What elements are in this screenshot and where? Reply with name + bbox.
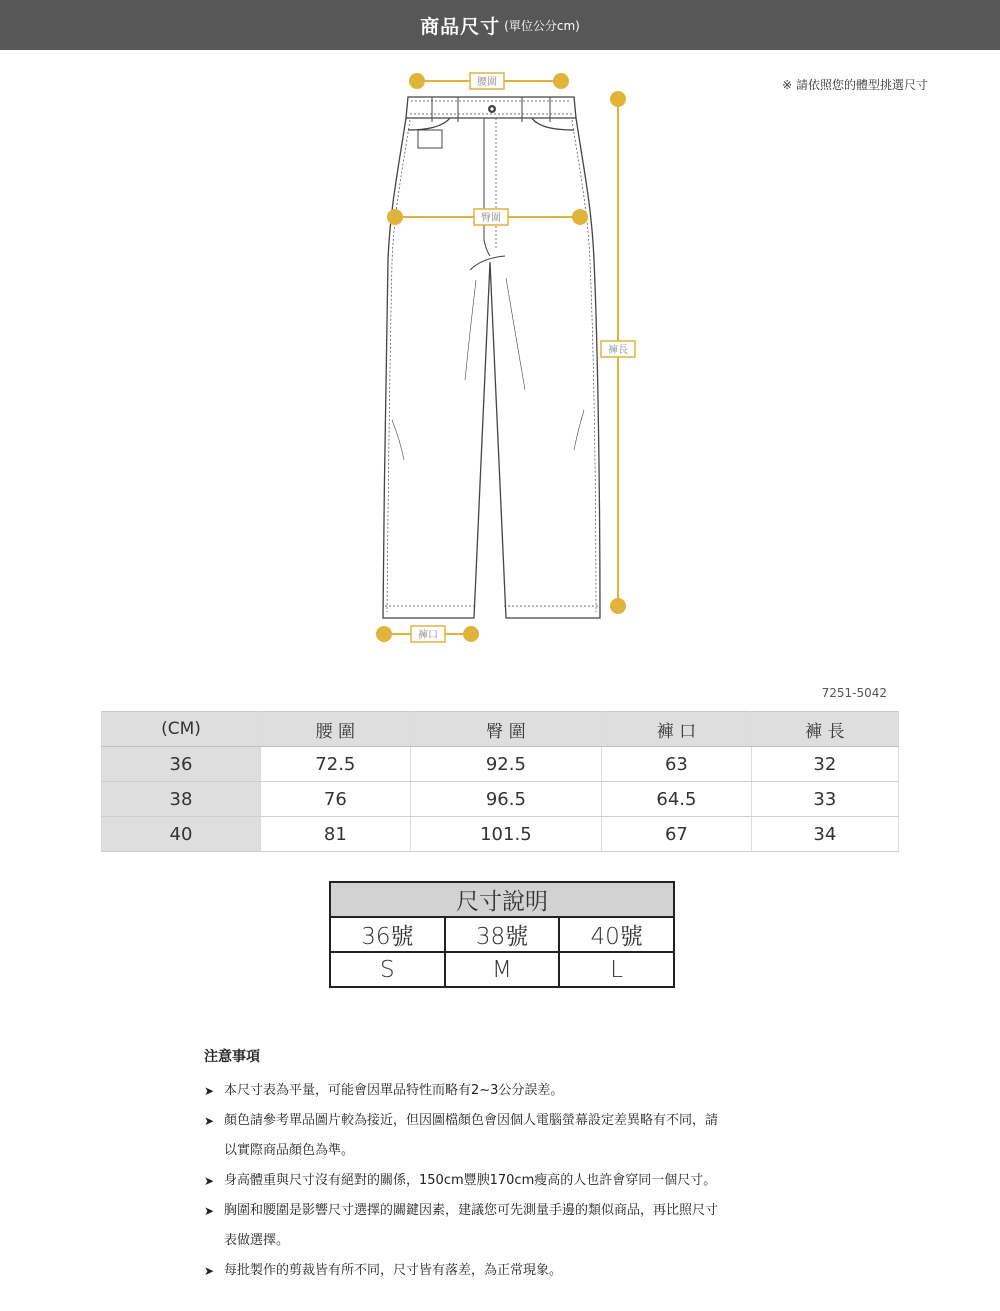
table-header-cell: (CM) <box>102 712 261 747</box>
table-cell: 36 <box>102 747 261 782</box>
hip-label: 臀圍 <box>481 213 501 224</box>
size-guide-cell: 36號 <box>330 917 445 952</box>
unit-label: (單位公分cm) <box>504 18 580 33</box>
table-row <box>102 747 899 782</box>
note-item <box>204 1256 824 1286</box>
note-item <box>204 1196 824 1256</box>
size-guide-cell: 38號 <box>445 917 560 952</box>
table-row <box>102 817 899 852</box>
table-cell: 101.5 <box>410 817 601 852</box>
pants-diagram <box>0 50 1000 670</box>
note-text: 表做選擇。 <box>224 1233 290 1248</box>
table-cell: 38 <box>102 782 261 817</box>
size-guide-cell: S <box>330 952 445 987</box>
size-guide-cell: M <box>445 952 560 987</box>
table-header-cell: 褲 長 <box>751 712 898 747</box>
table-cell: 63 <box>602 747 752 782</box>
hem-label: 褲口 <box>418 630 438 641</box>
note-text: 每批製作的剪裁皆有所不同，尺寸皆有落差，為正常現象。 <box>224 1263 563 1278</box>
note-item <box>204 1076 824 1106</box>
notes-title: 注意事項 <box>204 1049 260 1065</box>
table-cell: 32 <box>751 747 898 782</box>
table-cell: 81 <box>261 817 411 852</box>
table-cell: 33 <box>751 782 898 817</box>
size-note: ※ 請依照您的體型挑選尺寸 <box>782 78 928 92</box>
size-guide-table <box>329 881 675 988</box>
waist-label: 腰圍 <box>477 77 497 88</box>
length-label: 褲長 <box>608 345 628 356</box>
table-cell: 92.5 <box>410 747 601 782</box>
size-guide-row <box>330 952 674 987</box>
table-header-row <box>102 712 899 747</box>
arrow-icon: ➤ <box>204 1084 215 1098</box>
header-bar <box>0 0 1000 50</box>
table-cell: 40 <box>102 817 261 852</box>
page-title: 商品尺寸 <box>420 15 501 38</box>
note-text: 顏色請參考單品圖片較為接近，但因圖檔顏色會因個人電腦螢幕設定差異略有不同，請 <box>224 1113 719 1128</box>
product-code: 7251-5042 <box>821 686 887 700</box>
size-guide-cell: L <box>559 952 674 987</box>
note-text: 以實際商品顏色為準。 <box>224 1143 355 1158</box>
note-item <box>204 1106 824 1166</box>
arrow-icon: ➤ <box>204 1174 215 1188</box>
size-guide-title: 尺寸說明 <box>330 882 674 917</box>
table-row <box>102 782 899 817</box>
table-header-cell: 褲 口 <box>602 712 752 747</box>
notes-section <box>204 1046 824 1286</box>
table-header-cell: 腰 圍 <box>261 712 411 747</box>
table-cell: 76 <box>261 782 411 817</box>
note-text: 身高體重與尺寸沒有絕對的關係，150cm豐腴170cm瘦高的人也許會穿同一個尺寸。 <box>224 1173 717 1188</box>
table-cell: 67 <box>602 817 752 852</box>
table-cell: 72.5 <box>261 747 411 782</box>
note-text: 胸圍和腰圍是影響尺寸選擇的關鍵因素，建議您可先測量手邊的類似商品，再比照尺寸 <box>224 1203 719 1218</box>
table-cell: 34 <box>751 817 898 852</box>
note-item <box>204 1166 824 1196</box>
arrow-icon: ➤ <box>204 1204 215 1218</box>
arrow-icon: ➤ <box>204 1264 215 1278</box>
size-guide-row <box>330 917 674 952</box>
table-header-cell: 臀 圍 <box>410 712 601 747</box>
note-text: 本尺寸表為平量，可能會因單品特性而略有2~3公分誤差。 <box>224 1083 564 1098</box>
size-guide-cell: 40號 <box>559 917 674 952</box>
table-cell: 64.5 <box>602 782 752 817</box>
table-cell: 96.5 <box>410 782 601 817</box>
size-table <box>101 711 899 852</box>
arrow-icon: ➤ <box>204 1114 215 1128</box>
